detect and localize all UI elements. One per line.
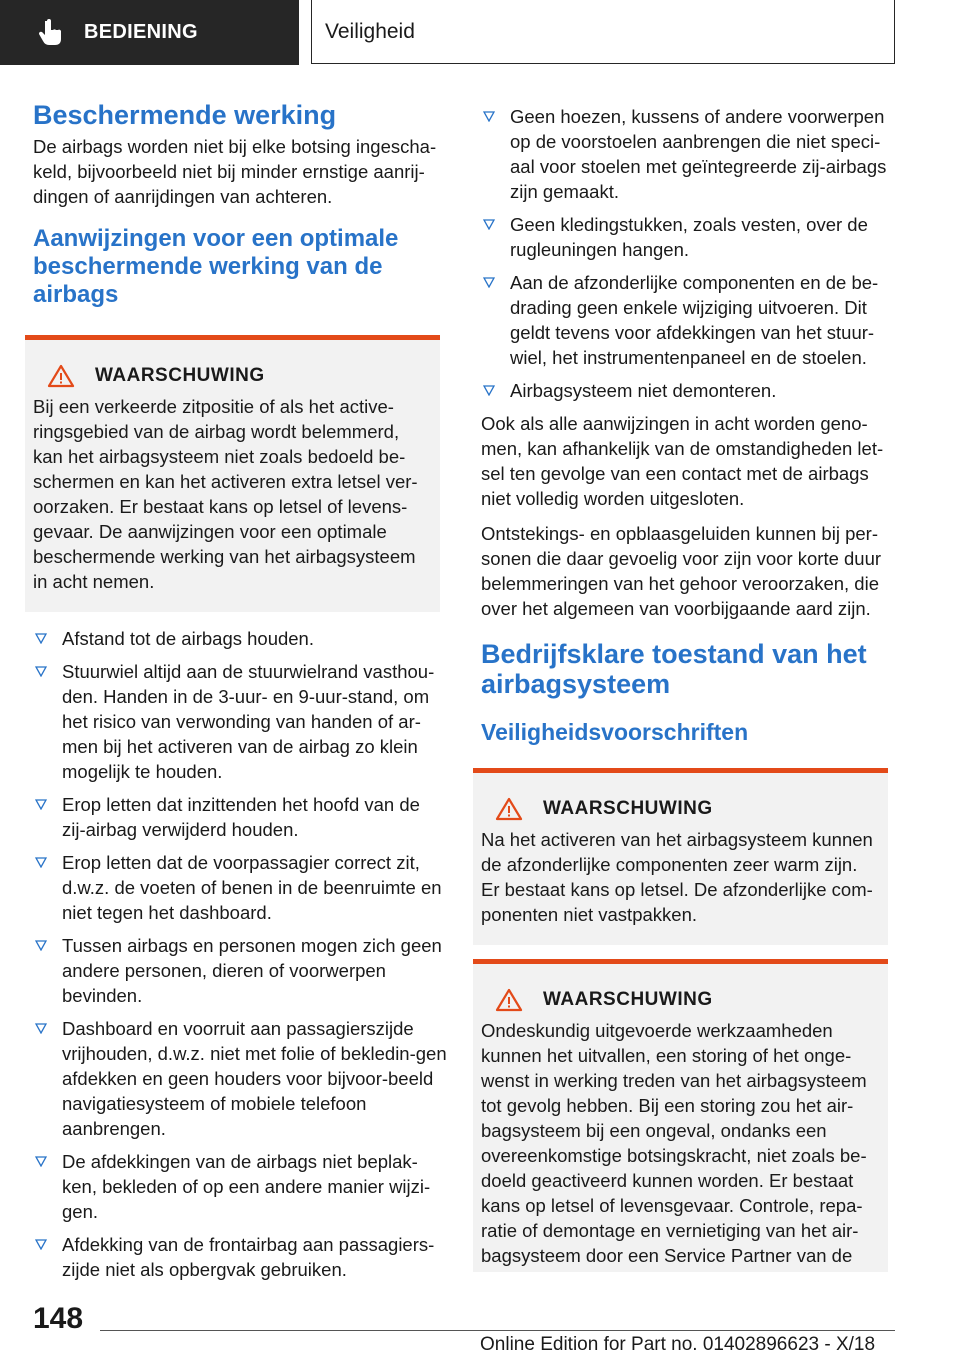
bullet-triangle-icon [35,1239,47,1250]
section-label: BEDIENING [84,21,198,43]
footer-divider [100,1330,895,1331]
section-tab [0,0,299,65]
bullet-triangle-icon [35,940,47,951]
bullet-triangle-icon [35,1156,47,1167]
list-item: Geen kledingstukken, zoals vesten, over de rugleuningen hangen. [481,212,896,262]
bullet-triangle-icon [483,219,495,230]
heading-safety-rules: Veiligheidsvoorschriften [481,719,749,745]
heading-protective: Beschermende werking [33,100,337,130]
paragraph-sounds: Ontstekings- en opblaasgeluiden kunnen bij per-sonen die daar gevoelig voor zijn voor korte duur belemmeringen van het gehoor veroorzaken, die over het algemeen van voorbijgaande aard zijn. [481,523,882,619]
list-item: Afdekking van de frontairbag aan passagiers-zijde niet als opbergvak gebruiken. [33,1232,448,1282]
warning-triangle-icon [495,988,523,1012]
list-item: Aan de afzonderlijke componenten en de be-drading geen enkele wijziging uitvoeren. Dit geldt tevens voor afdekkingen van het stuur-wiel, het instrumentenpaneel en de stoelen. [481,270,896,370]
list-item: Tussen airbags en personen mogen zich geen andere personen, dieren of voorwerpen bevinden. [33,933,448,1008]
right-column [481,96,896,1286]
list-item: Erop letten dat de voorpassagier correct zit, d.w.z. de voeten of benen in de beenruimte en niet tegen het dashboard. [33,850,448,925]
list-item: Afstand tot de airbags houden. [33,626,448,651]
warning-triangle-icon [495,797,523,821]
subsection-label: Veiligheid [325,19,415,43]
warning-title: WAARSCHUWING [95,365,265,386]
page-number: 148 [33,1302,84,1335]
subsection-header [311,0,895,64]
bullet-triangle-icon [483,111,495,122]
hand-pointer-icon [36,18,66,48]
list-item: De afdekkingen van de airbags niet beplak-ken, bekleden of op een andere manier wijzi-gen. [33,1149,448,1224]
warning-box [25,335,440,612]
bullet-triangle-icon [35,857,47,868]
list-item: Geen hoezen, kussens of andere voorwerpen op de voorstoelen aanbrengen die niet speci-aal voor stoelen met geïntegreerde zij-airbags zijn gemaakt. [481,104,896,204]
paragraph-contact: Ook als alle aanwijzingen in acht worden geno-men, kan afhankelijk van de omstandigheden let-sel ten gevolge van een contact met de airbags niet volledig worden uitgesloten. [481,413,884,509]
page-footer [0,1300,960,1362]
warning-triangle-icon [47,364,75,388]
heading-instructions: Aanwijzingen voor een optimale beschermende werking van de airbags [33,225,399,308]
bullet-triangle-icon [35,799,47,810]
warning-title: WAARSCHUWING [543,989,713,1010]
list-item: Dashboard en voorruit aan passagierszijde vrijhouden, d.w.z. niet met folie of bekledin-gen afdekken en geen houders voor bijvoor-beeld navigatiesysteem of mobiele telefoon aanbrengen. [33,1016,448,1141]
bullet-triangle-icon [483,277,495,288]
list-item: Airbagsysteem niet demonteren. [481,378,896,403]
bullet-triangle-icon [35,666,47,677]
warning-text: Bij een verkeerde zitpositie of als het active-ringsgebied van de airbag wordt belemmerd, kan het airbagsysteem niet zoals bedoeld be-schermen en kan het activeren extra letsel ver-oorzaken. Er bestaat kans op letsel of levens-gevaar. De aanwijzingen voor een optimale beschermende werking van het airbagsysteem in acht nemen. [33,396,418,592]
bullet-triangle-icon [483,385,495,396]
warning-box [473,768,888,945]
warning-text: Ondeskundig uitgevoerde werkzaamheden kunnen het uitvallen, een storing of het onge-wenst in werking treden van het airbagsysteem tot gevolg hebben. Bij een storing zou het air-bagsysteem bij een ongeval, ondanks een overeenkomstige botsingskracht, niet zoals be-doeld geactiveerd kunnen worden. Er bestaat kans op letsel of levensgevaar. Controle, repa-ratie of demontage en vernietiging van het air-bagsysteem door een Service Partner van de [481,1020,867,1266]
left-column [33,96,448,1290]
edition-note: Online Edition for Part no. 01402896623 - X/18 [480,1334,876,1355]
heading-ready-state: Bedrijfsklare toestand van het airbagsysteem [481,639,867,699]
list-item: Stuurwiel altijd aan de stuurwielrand vasthou-den. Handen in de 3-uur- en 9-uur-stand, om het risico van verwonding van handen of ar-men bij het activeren van de airbag zo klein mogelijk te houden. [33,659,448,784]
paragraph-protective: De airbags worden niet bij elke botsing ingescha-keld, bijvoorbeeld niet bij minder ernstige aanrij-dingen of aanrijdingen van achteren. [33,136,437,207]
list-item: Erop letten dat inzittenden het hoofd van de zij-airbag verwijderd houden. [33,792,448,842]
warning-box [473,959,888,1272]
warning-text: Na het activeren van het airbagsysteem kunnen de afzonderlijke componenten zeer warm zijn. Er bestaat kans op letsel. De afzonderlijke com-ponenten niet vastpakken. [481,829,873,925]
bullet-triangle-icon [35,633,47,644]
bullet-list [33,626,448,1282]
warning-title: WAARSCHUWING [543,798,713,819]
bullet-list [481,104,896,403]
bullet-triangle-icon [35,1023,47,1034]
